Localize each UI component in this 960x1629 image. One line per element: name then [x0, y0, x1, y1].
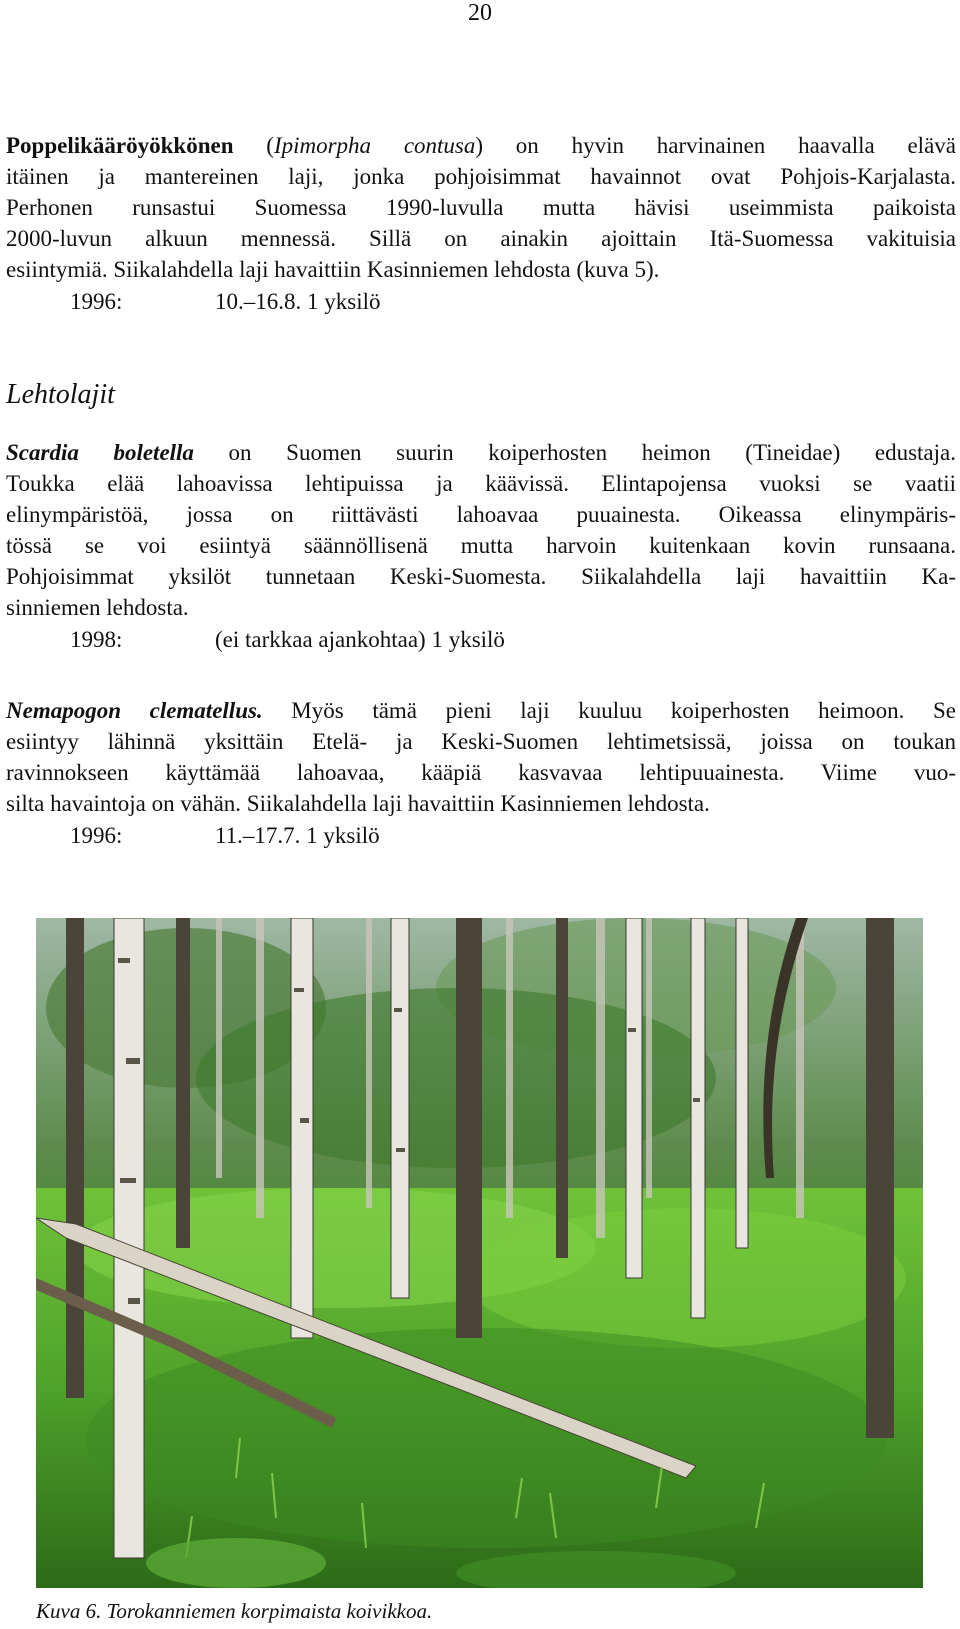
observation-year: 1996:	[70, 289, 123, 314]
observation-text: 10.–16.8. 1 yksilö	[215, 289, 381, 314]
paragraph-line: esiintymiä. Siikalahdella laji havaittiin Kasinniemen lehdosta (kuva 5).	[6, 257, 660, 282]
paragraph-line: Perhonen runsastui Suomessa 1990-luvulla mutta hävisi useimmista paikoista	[6, 195, 956, 220]
paragraph-line: esiintyy lähinnä yksittäin Etelä- ja Keski-Suomen lehtimetsissä, joissa on toukan	[6, 729, 956, 754]
paragraph-poppelikaaroyokkonen	[6, 130, 956, 285]
paragraph-line: silta havaintoja on vähän. Siikalahdella laji havaittiin Kasinniemen lehdosta.	[6, 791, 710, 816]
paragraph-line: itäinen ja mantereinen laji, jonka pohjoisimmat havainnot ovat Pohjois-Karjalasta.	[6, 164, 956, 189]
paragraph-line: elinympäristöä, jossa on riittävästi lahoavaa puuainesta. Oikeassa elinympäris-	[6, 502, 956, 527]
section-heading: Lehtolajit	[6, 379, 115, 410]
paragraph-line: Nemapogon clematellus. Myös tämä pieni laji kuuluu koiperhosten heimoon. Se	[6, 698, 956, 723]
paragraph-line: Pohjoisimmat yksilöt tunnetaan Keski-Suomesta. Siikalahdella laji havaittiin Ka-	[6, 564, 956, 589]
paragraph-line: sinniemen lehdosta.	[6, 595, 189, 620]
paragraph-scardia-boletella	[6, 437, 956, 623]
figure-caption: Kuva 6. Torokanniemen korpimaista koivikkoa.	[36, 1599, 433, 1623]
observation-record	[70, 624, 505, 655]
species-name: Nemapogon clematellus.	[6, 698, 263, 723]
paragraph-line: tössä se voi esiintyä säännöllisenä mutta harvoin kuitenkaan kovin runsaana.	[6, 533, 956, 558]
paragraph-line: Toukka elää lahoavissa lehtipuissa ja käävissä. Elintapojensa vuoksi se vaatii	[6, 471, 956, 496]
observation-text: (ei tarkkaa ajankohtaa) 1 yksilö	[215, 627, 505, 652]
paragraph-line: 2000-luvun alkuun mennessä. Sillä on ainakin ajoittain Itä-Suomessa vakituisia	[6, 226, 956, 251]
forest-photo	[36, 918, 923, 1588]
page-number: 20	[468, 0, 492, 26]
paragraph-line: Scardia boletella on Suomen suurin koiperhosten heimon (Tineidae) edustaja.	[6, 440, 956, 465]
paragraph-line: Poppelikääröyökkönen (Ipimorpha contusa) on hyvin harvinainen haavalla elävä	[6, 133, 956, 158]
species-name: Poppelikääröyökkönen	[6, 133, 234, 158]
observation-record	[70, 286, 380, 317]
observation-year: 1996:	[70, 823, 123, 848]
paragraph-nemapogon-clematellus	[6, 695, 956, 819]
observation-year: 1998:	[70, 627, 123, 652]
paragraph-line: ravinnokseen käyttämää lahoavaa, kääpiä kasvavaa lehtipuuainesta. Viime vuo-	[6, 760, 956, 785]
observation-text: 11.–17.7. 1 yksilö	[215, 823, 380, 848]
observation-record	[70, 820, 380, 851]
species-name: Scardia boletella	[6, 440, 194, 465]
latin-name: Ipimorpha contusa	[273, 133, 476, 158]
birch-forest-illustration	[36, 918, 923, 1588]
